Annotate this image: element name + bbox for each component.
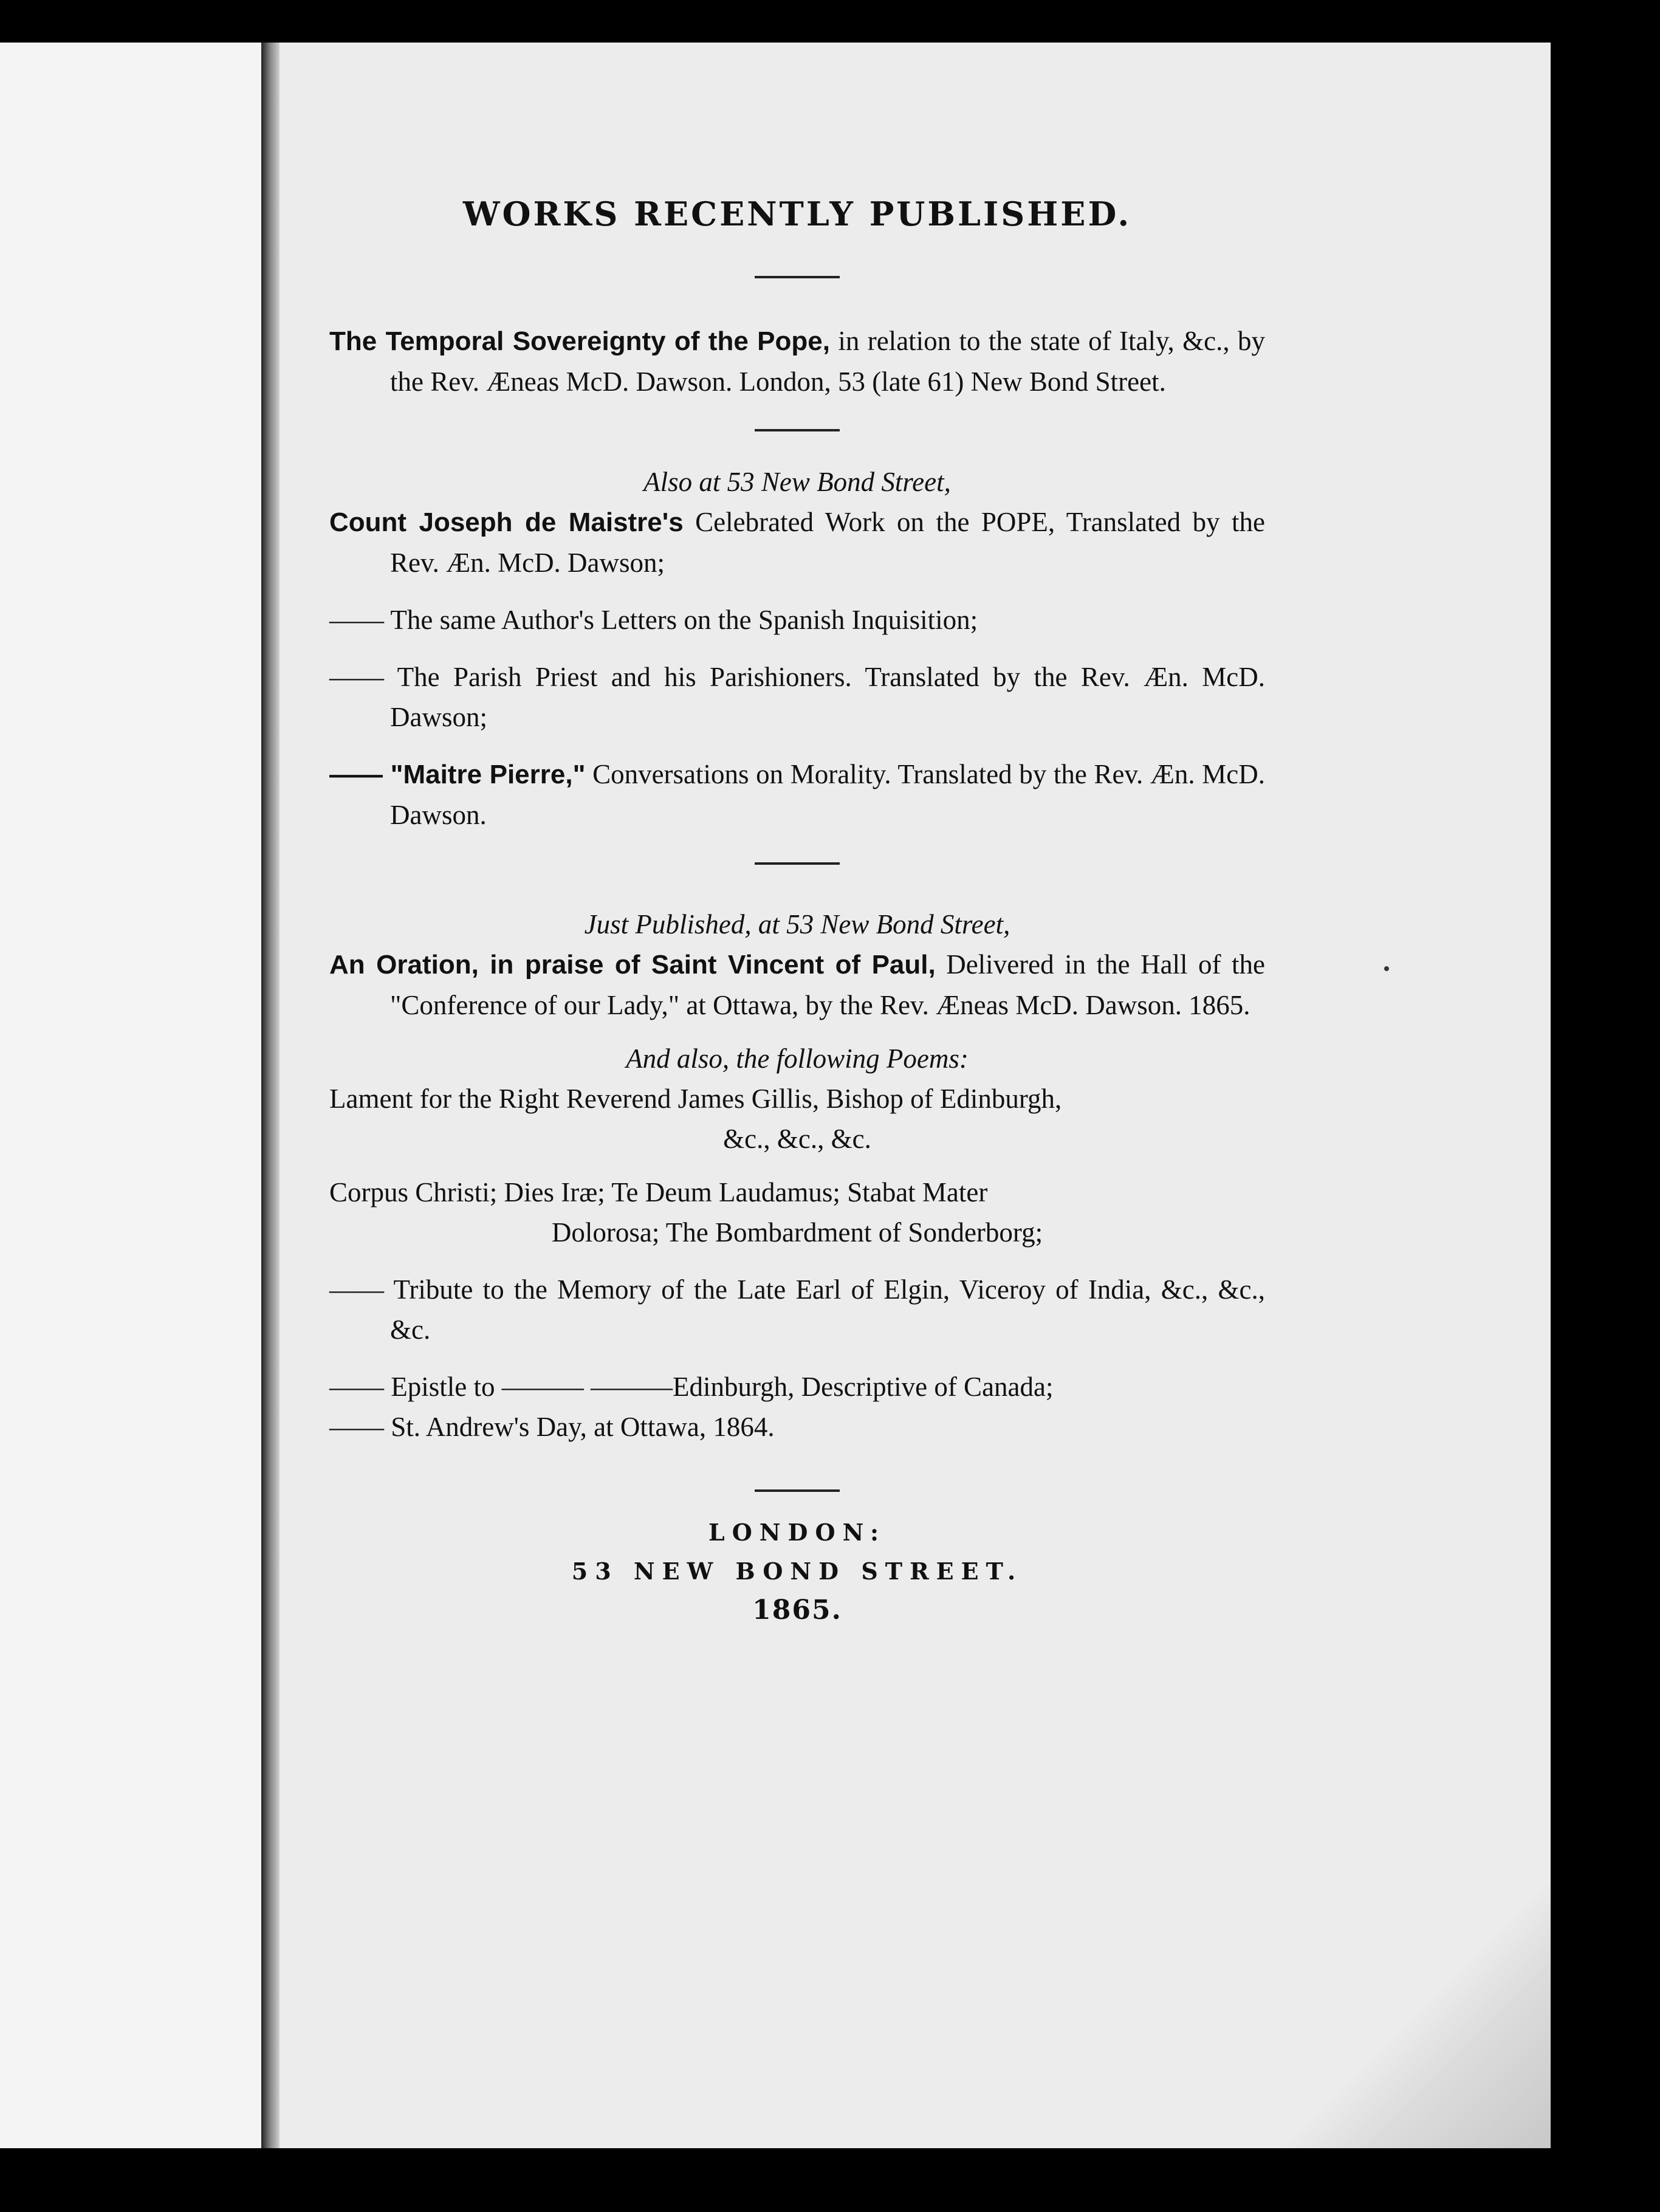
divider-rule: [755, 862, 840, 865]
entry-parish-priest: —— The Parish Priest and his Parishioners. Translated by the Rev. Æn. McD. Dawson;: [329, 662, 1265, 732]
entry-title: Count Joseph de Maistre's: [329, 507, 684, 537]
entry-spanish-inquisition: —— The same Author's Letters on the Spanish Inquisition;: [329, 605, 978, 635]
divider-rule: [755, 429, 840, 431]
entry-oration: [329, 944, 1265, 1025]
entry-description: Conversations on Morality. Translated by the Rev. Æn. McD. Dawson.: [390, 759, 1265, 830]
page-title: WORKS RECENTLY PUBLISHED.: [462, 194, 1132, 233]
left-page: [0, 43, 261, 2148]
divider-rule: [755, 1489, 840, 1492]
entry-temporal-sovereignty: [329, 321, 1265, 402]
entry-description: Delivered in the Hall of the "Conference of our Lady," at Ottawa, by the Rev. Æneas McD. Dawson. 1865.: [390, 949, 1266, 1020]
section-heading-just-published: Just Published, at 53 New Bond Street,: [584, 909, 1010, 939]
imprint-year: 1865.: [752, 1595, 842, 1626]
ink-speck: [1384, 966, 1389, 971]
document-page: [280, 43, 1551, 2148]
imprint-address: 53 NEW BOND STREET.: [571, 1558, 1023, 1585]
imprint: [329, 1513, 1265, 1630]
entry-title: The Temporal Sovereignty of the Pope,: [329, 326, 830, 356]
poem-epistle: —— Epistle to ——— ———Edinburgh, Descriptive of Canada;: [329, 1372, 1054, 1402]
poem-lament-continued: &c., &c., &c.: [723, 1124, 871, 1154]
entry-de-maistre: [329, 502, 1265, 583]
section-heading-poems: And also, the following Poems:: [626, 1043, 969, 1074]
entry-description: Celebrated Work on the POPE, Translated by the Rev. Æn. McD. Dawson;: [390, 507, 1265, 578]
poem-tribute-elgin: —— Tribute to the Memory of the Late Earl of Elgin, Viceroy of India, &c., &c., &c.: [329, 1274, 1265, 1345]
book-gutter: [261, 43, 280, 2148]
entry-title: An Oration, in praise of Saint Vincent of Paul,: [329, 950, 936, 980]
poem-lament: [329, 1079, 1265, 1119]
entry-maitre-pierre: [329, 754, 1265, 835]
poem-line: Lament for the Right Reverend James Gillis, Bishop of Edinburgh,: [329, 1084, 1062, 1114]
section-heading-also: Also at 53 New Bond Street,: [643, 467, 951, 497]
poem-st-andrews-day: —— St. Andrew's Day, at Ottawa, 1864.: [329, 1412, 775, 1442]
page-content: [329, 194, 1265, 1630]
poem-corpus-christi: Corpus Christi; Dies Iræ; Te Deum Laudamus; Stabat Mater: [329, 1177, 988, 1207]
divider-rule: [755, 276, 840, 278]
page-corner-wear: [1210, 1881, 1551, 2148]
poem-corpus-christi-continued: Dolorosa; The Bombardment of Sonderborg;: [551, 1217, 1043, 1248]
imprint-city: LONDON:: [708, 1519, 887, 1546]
entry-description: in relation to the state of Italy, &c., by the Rev. Æneas McD. Dawson. London, 53 (late 61) New Bond Street.: [390, 326, 1266, 397]
entry-title: —— "Maitre Pierre,": [329, 760, 586, 789]
